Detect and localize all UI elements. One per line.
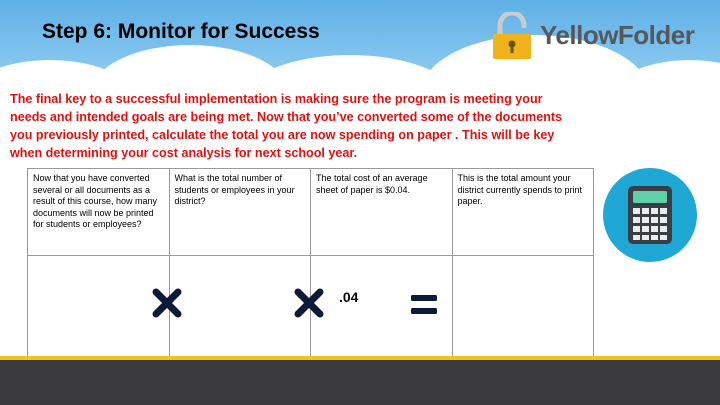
header-total-spend: This is the total amount your district currently spends to print paper. [452,169,594,256]
header-documents-printed: Now that you have converted several or all documents as a result of this course, how many documents will now be printed for students or employees? [28,169,170,256]
equals-icon [409,292,439,318]
header-paper-cost: The total cost of an average sheet of paper is $0.04. [311,169,453,256]
calculator-badge [603,168,697,262]
yellowfolder-logo [490,12,700,62]
cost-calculation-table [27,168,594,363]
table-input-row [28,256,594,363]
table-header-row [28,169,594,256]
cell-documents-printed[interactable] [28,256,170,363]
cell-paper-cost[interactable] [311,256,453,363]
cell-total-spend[interactable] [452,256,594,363]
calculator-icon [603,168,697,262]
padlock-icon [490,12,534,60]
logo-text: YellowFolder [540,20,695,50]
footer-bar [0,360,720,405]
slide-title: Step 6: Monitor for Success [42,20,320,43]
header-total-people: What is the total number of students or employees in your district? [169,169,311,256]
paper-cost-value: .04 [339,289,359,305]
intro-paragraph: The final key to a successful implementation is making sure the program is meeting your needs and intended goals are being met. Now that you’ve converted some of the documents you previously printed, calculate the total you are now spending on paper . This will be key when determining your cost analysis for next school year. [10,92,563,160]
cell-total-people[interactable] [169,256,311,363]
